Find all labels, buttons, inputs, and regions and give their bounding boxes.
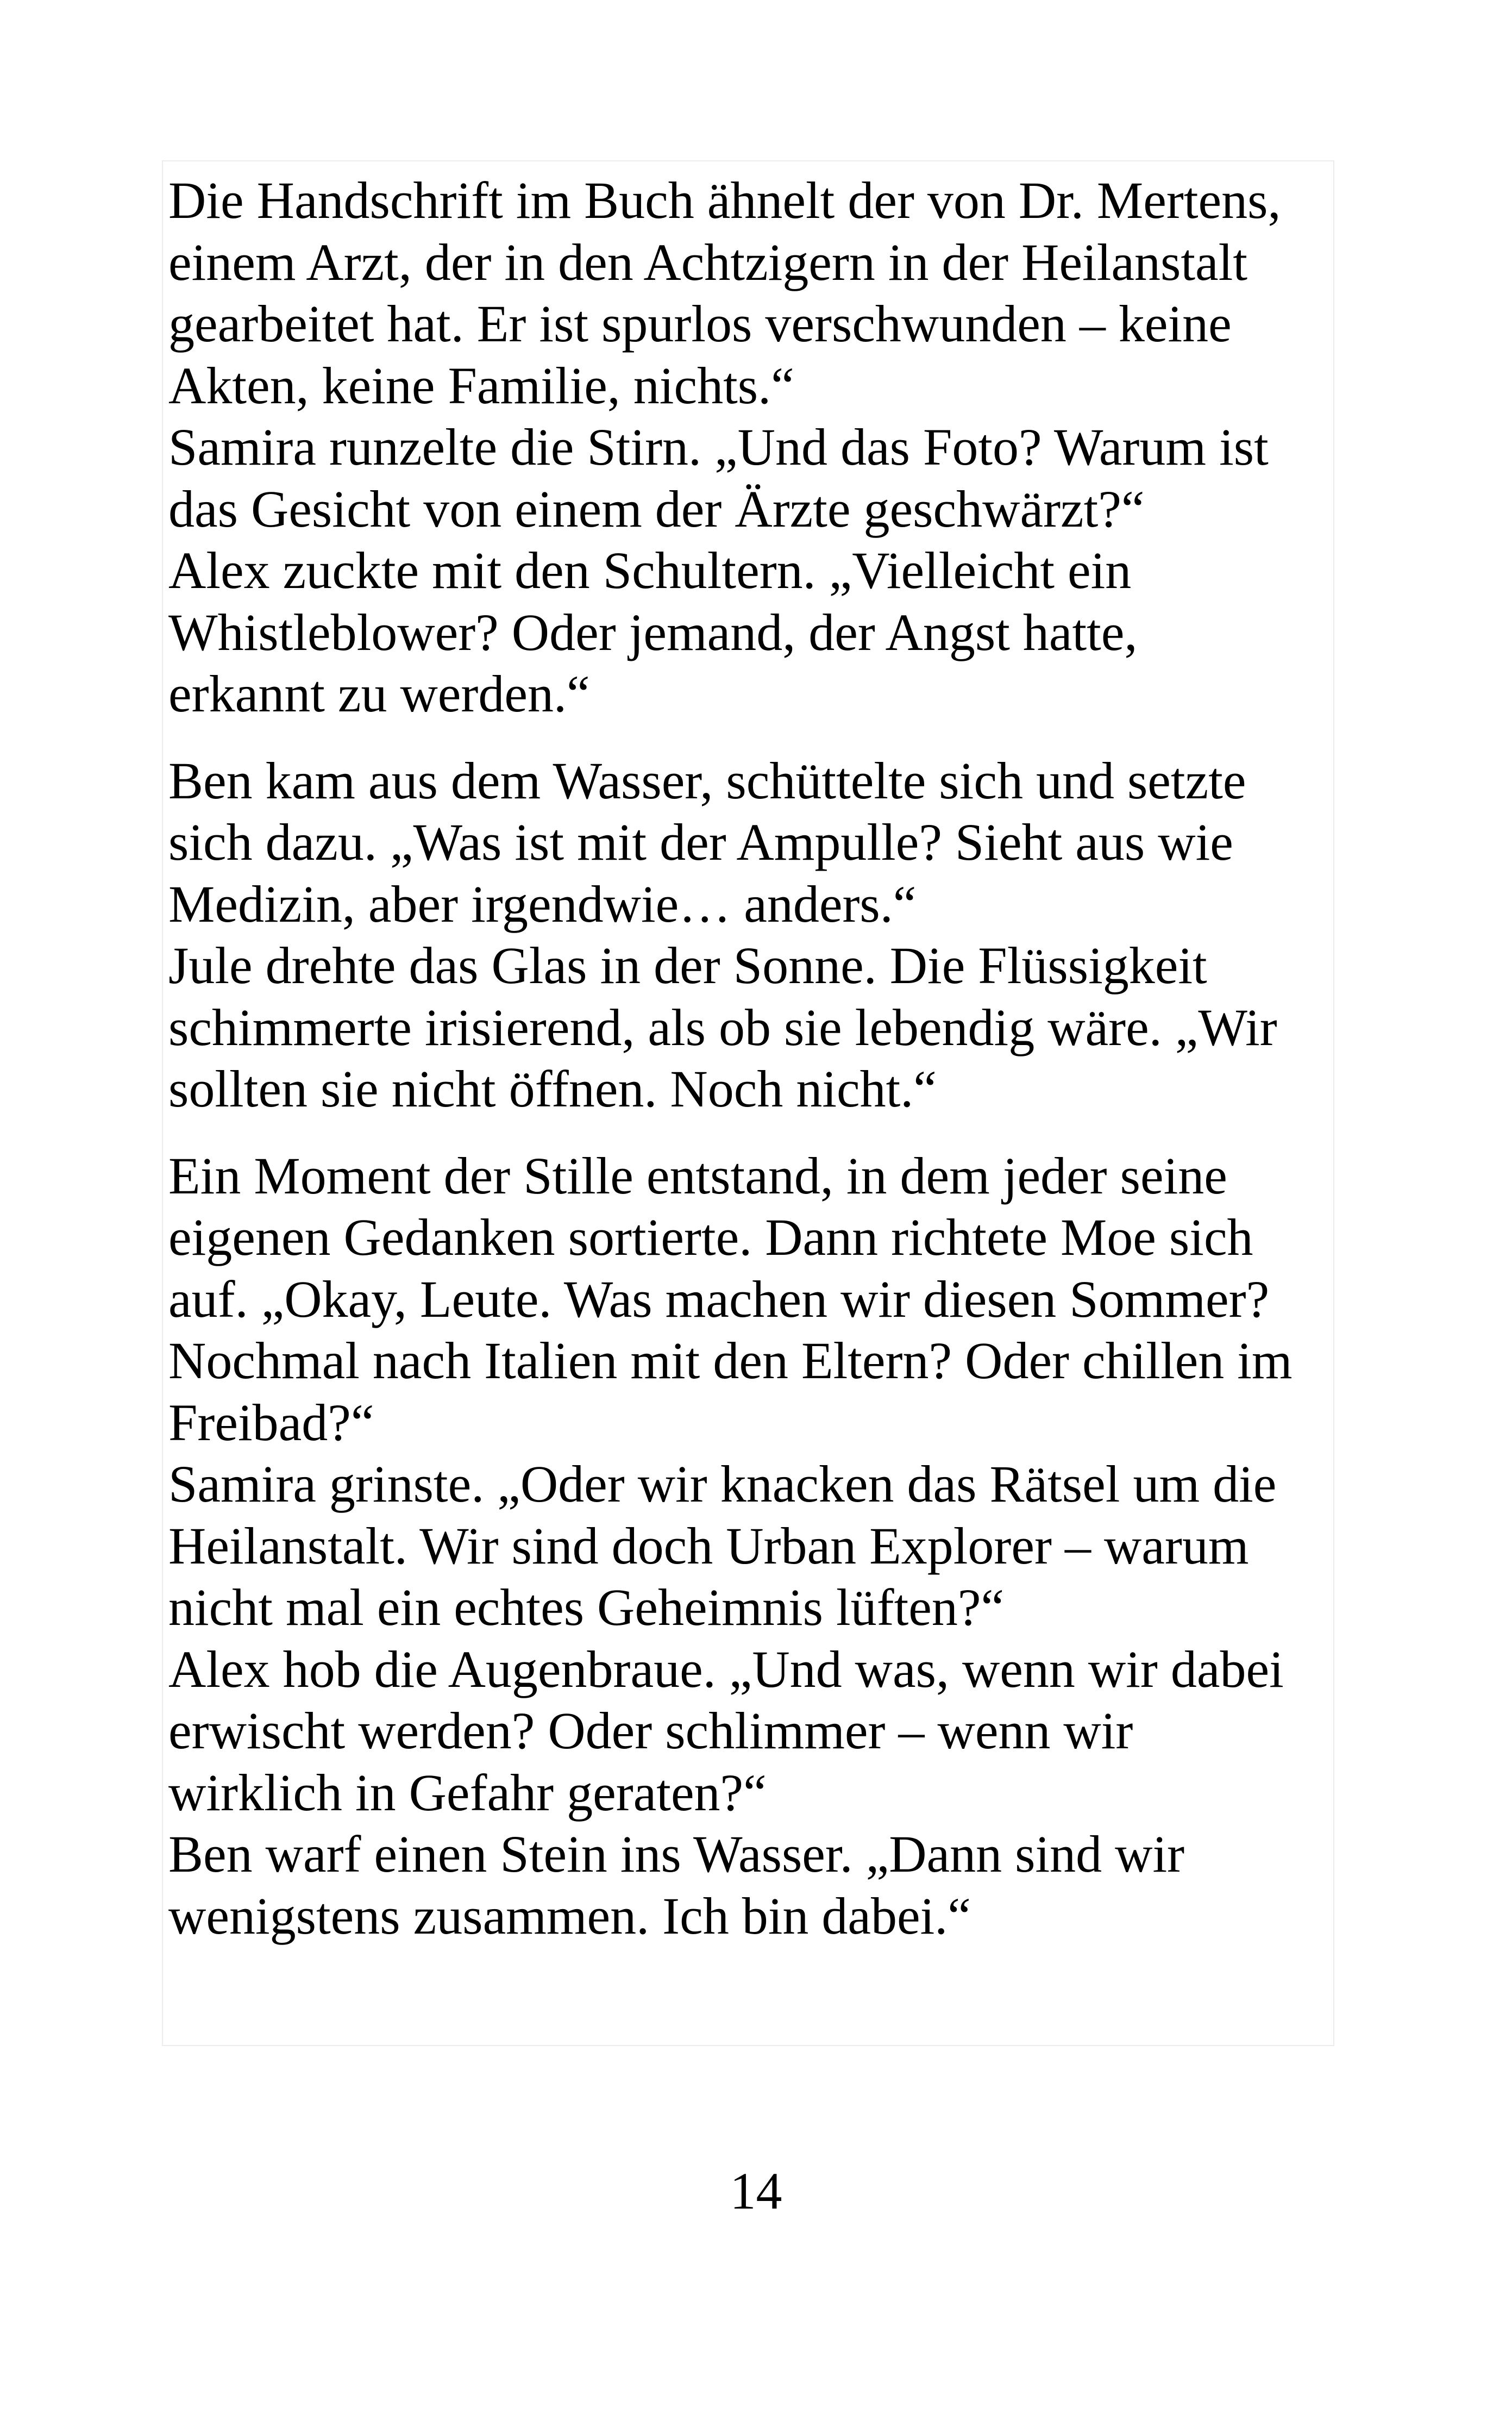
text-line: Ben warf einen Stein ins Wasser. „Dann sind wir <box>168 1825 1185 1883</box>
text-line: Heilanstalt. Wir sind doch Urban Explorer – warum <box>168 1516 1249 1575</box>
text-line: das Gesicht von einem der Ärzte geschwärzt?“ <box>168 479 1145 538</box>
paragraph-3 <box>168 1145 1342 1947</box>
text-line: wenigstens zusammen. Ich bin dabei.“ <box>168 1886 971 1945</box>
text-line: Die Handschrift im Buch ähnelt der von Dr. Mertens, <box>168 171 1281 229</box>
text-line: Whistleblower? Oder jemand, der Angst hatte, <box>168 603 1138 661</box>
text-line: erwischt werden? Oder schlimmer – wenn wir <box>168 1702 1133 1760</box>
text-line: sollten sie nicht öffnen. Noch nicht.“ <box>168 1060 937 1118</box>
text-line: eigenen Gedanken sortierte. Dann richtete Moe sich <box>168 1208 1253 1266</box>
text-line: wirklich in Gefahr geraten?“ <box>168 1763 767 1822</box>
text-line: Samira grinste. „Oder wir knacken das Rätsel um die <box>168 1455 1277 1513</box>
text-line: Jule drehte das Glas in der Sonne. Die Flüssigkeit <box>168 936 1207 995</box>
text-line: erkannt zu werden.“ <box>168 665 590 723</box>
text-line: Samira runzelte die Stirn. „Und das Foto? Warum ist <box>168 418 1269 476</box>
text-line: gearbeitet hat. Er ist spurlos verschwunden – keine <box>168 295 1232 353</box>
text-line: Ben kam aus dem Wasser, schüttelte sich und setzte <box>168 751 1246 810</box>
text-line: sich dazu. „Was ist mit der Ampulle? Sieht aus wie <box>168 813 1233 871</box>
text-line: nicht mal ein echtes Geheimnis lüften?“ <box>168 1578 1005 1636</box>
body-text <box>168 170 1342 1947</box>
text-line: Ein Moment der Stille entstand, in dem jeder seine <box>168 1146 1227 1205</box>
text-line: Nochmal nach Italien mit den Eltern? Oder chillen im <box>168 1331 1293 1390</box>
text-line: Alex hob die Augenbraue. „Und was, wenn wir dabei <box>168 1640 1284 1698</box>
paragraph-2 <box>168 750 1342 1120</box>
text-line: Akten, keine Familie, nichts.“ <box>168 356 794 415</box>
paragraph-gap <box>168 725 1342 750</box>
text-line: schimmerte irisierend, als ob sie lebendig wäre. „Wir <box>168 998 1277 1056</box>
text-line: Medizin, aber irgendwie… anders.“ <box>168 874 917 933</box>
text-line: Alex zuckte mit den Schultern. „Vielleicht ein <box>168 541 1132 599</box>
text-line: Freibad?“ <box>168 1393 374 1452</box>
text-line: auf. „Okay, Leute. Was machen wir diesen Sommer? <box>168 1269 1270 1328</box>
page-number: 14 <box>730 2162 782 2220</box>
text-line: einem Arzt, der in den Achtzigern in der Heilanstalt <box>168 233 1247 291</box>
paragraph-gap <box>168 1120 1342 1145</box>
paragraph-1 <box>168 170 1342 725</box>
